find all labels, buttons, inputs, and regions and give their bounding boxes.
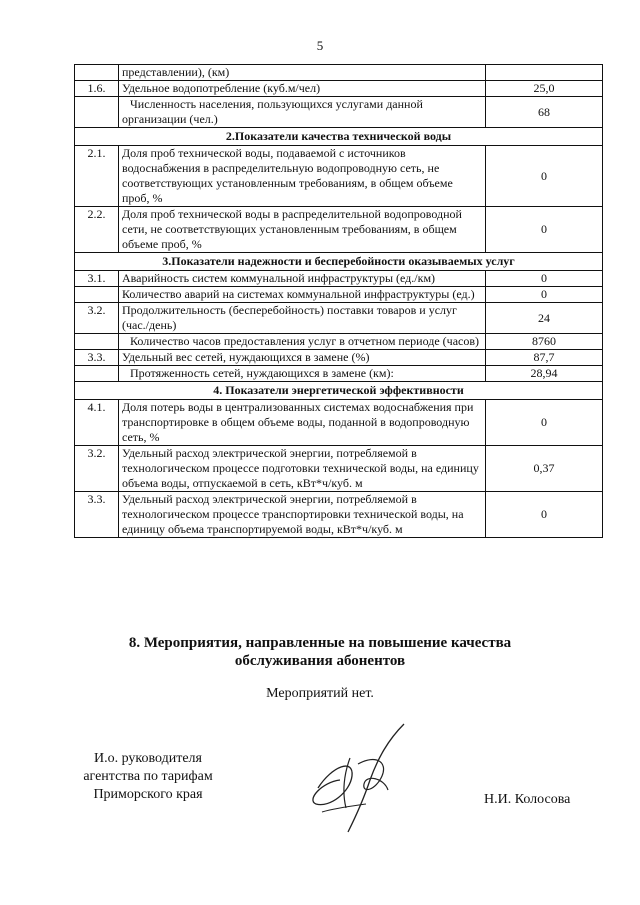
indicator-value: 0	[486, 271, 603, 287]
indicator-name: Количество аварий на системах коммунальной инфраструктуры (ед.)	[119, 287, 486, 303]
indicator-number: 4.1.	[75, 400, 119, 446]
indicator-name: Продолжительность (бесперебойность) поставки товаров и услуг (час./день)	[119, 303, 486, 334]
table-row	[75, 271, 603, 287]
indicator-value: 0	[486, 400, 603, 446]
table-row	[75, 400, 603, 446]
section-header-row	[75, 253, 603, 271]
table-row	[75, 146, 603, 207]
table-row	[75, 287, 603, 303]
indicator-value: 28,94	[486, 366, 603, 382]
indicator-name: Аварийность систем коммунальной инфраструктуры (ед./км)	[119, 271, 486, 287]
indicator-number: 2.1.	[75, 146, 119, 207]
indicator-number: 2.2.	[75, 207, 119, 253]
indicator-value	[486, 65, 603, 81]
section-title: 2.Показатели качества технической воды	[75, 128, 603, 146]
indicator-number	[75, 65, 119, 81]
indicator-value: 8760	[486, 334, 603, 350]
table-row	[75, 492, 603, 538]
signatory-name: Н.И. Колосова	[484, 792, 571, 807]
signatory-position	[68, 750, 228, 804]
indicators-table	[74, 64, 603, 538]
section-8-text: Мероприятий нет.	[266, 686, 374, 701]
indicator-value: 24	[486, 303, 603, 334]
position-line-2: агентства по тарифам	[83, 769, 213, 784]
indicator-number	[75, 334, 119, 350]
indicator-name: Доля проб технической воды в распределительной водопроводной сети, не соответствующих установленным требованиям, в общем объеме проб, %	[119, 207, 486, 253]
section-header-row	[75, 128, 603, 146]
section-8-heading-line-1: 8. Мероприятия, направленные на повышение качества	[128, 635, 512, 651]
indicator-name: представлении), (км)	[119, 65, 486, 81]
indicator-value: 0,37	[486, 446, 603, 492]
table-row	[75, 446, 603, 492]
indicator-number: 1.6.	[75, 81, 119, 97]
table-row	[75, 303, 603, 334]
indicator-name: Протяженность сетей, нуждающихся в замене (км):	[119, 366, 486, 382]
indicator-value: 25,0	[486, 81, 603, 97]
indicator-value: 0	[486, 146, 603, 207]
indicator-name: Численность населения, пользующихся услугами данной организации (чел.)	[119, 97, 486, 128]
section-title: 4. Показатели энергетической эффективности	[75, 382, 603, 400]
indicator-name: Доля проб технической воды, подаваемой с источников водоснабжения в распределительную водопроводную сеть, не соответствующих установленным требованиям, в общем объеме проб, %	[119, 146, 486, 207]
indicator-value: 68	[486, 97, 603, 128]
table-row	[75, 366, 603, 382]
indicator-number: 3.2.	[75, 303, 119, 334]
section-title: 3.Показатели надежности и бесперебойности оказываемых услуг	[75, 253, 603, 271]
table-row	[75, 350, 603, 366]
position-line-3: Приморского края	[93, 787, 203, 802]
indicator-value: 0	[486, 287, 603, 303]
page-number: 5	[316, 38, 324, 53]
indicator-value: 0	[486, 207, 603, 253]
indicator-number	[75, 366, 119, 382]
indicator-name: Удельный вес сетей, нуждающихся в замене (%)	[119, 350, 486, 366]
table-row	[75, 334, 603, 350]
indicator-name: Удельный расход электрической энергии, потребляемой в технологическом процессе подготовки технической воды, на единицу объема воды, отпускаемой в сеть, кВт*ч/куб. м	[119, 446, 486, 492]
handwritten-signature	[292, 718, 422, 838]
section-8-heading	[0, 634, 640, 670]
indicator-name: Удельный расход электрической энергии, потребляемой в технологическом процессе транспортировки технической воды, на единицу объема транспортируемой воды, кВт*ч/куб. м	[119, 492, 486, 538]
table-row	[75, 97, 603, 128]
indicator-value: 87,7	[486, 350, 603, 366]
table-row	[75, 207, 603, 253]
indicator-value: 0	[486, 492, 603, 538]
indicator-number: 3.2.	[75, 446, 119, 492]
section-8-heading-line-2: обслуживания абонентов	[234, 653, 406, 669]
position-line-1: И.о. руководителя	[93, 751, 202, 766]
indicator-name: Удельное водопотребление (куб.м/чел)	[119, 81, 486, 97]
indicator-number: 3.3.	[75, 350, 119, 366]
indicator-number: 3.3.	[75, 492, 119, 538]
indicator-number	[75, 97, 119, 128]
table-row	[75, 81, 603, 97]
indicator-name: Доля потерь воды в централизованных системах водоснабжения при транспортировке в общем объеме воды, поданной в водопроводную сеть, %	[119, 400, 486, 446]
indicator-name: Количество часов предоставления услуг в отчетном периоде (часов)	[119, 334, 486, 350]
indicator-number	[75, 287, 119, 303]
table-row	[75, 65, 603, 81]
indicator-number: 3.1.	[75, 271, 119, 287]
section-header-row	[75, 382, 603, 400]
